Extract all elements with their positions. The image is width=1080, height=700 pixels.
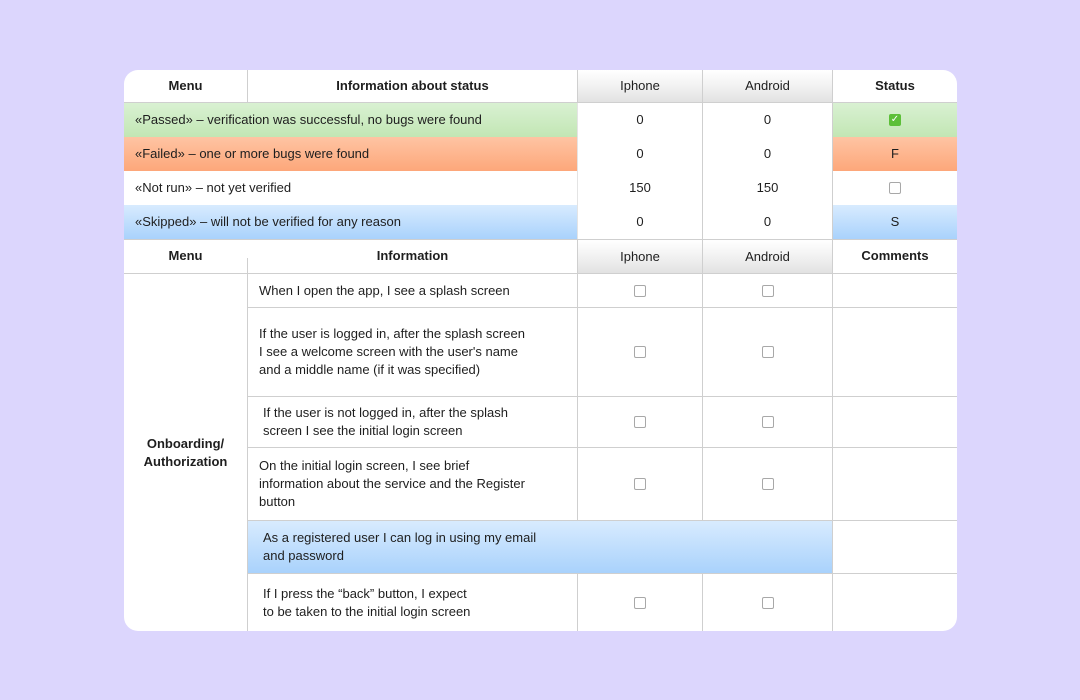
- legend-header-android: Android: [703, 70, 832, 102]
- grid-line: [577, 574, 578, 631]
- empty-checkbox-icon[interactable]: [889, 182, 901, 194]
- legend-failed-android: 0: [763, 146, 772, 161]
- test-row-1-info: When I open the app, I see a splash screen: [259, 282, 510, 298]
- grid-line: [124, 102, 957, 103]
- legend-row-skipped: «Skipped» – will not be verified for any reason: [124, 205, 577, 239]
- legend-header-info: Information about status: [336, 78, 489, 93]
- empty-checkbox-icon[interactable]: [762, 416, 774, 428]
- test-row-4-android: [703, 448, 832, 520]
- test-header-android: Android: [703, 240, 832, 273]
- grid-line: [832, 70, 833, 631]
- legend-passed-status: [833, 103, 957, 137]
- grid-line: [248, 396, 957, 397]
- test-header-iphone: Iphone: [578, 240, 702, 273]
- legend-skipped-status: S: [833, 205, 957, 239]
- grid-line: [248, 573, 957, 574]
- grid-line: [247, 70, 248, 103]
- test-row-3-info: If the user is not logged in, after the splash screen I see the initial login screen: [263, 405, 508, 438]
- empty-checkbox-icon[interactable]: [634, 346, 646, 358]
- empty-checkbox-icon[interactable]: [634, 478, 646, 490]
- legend-skipped-iphone: 0: [636, 214, 644, 229]
- test-row-1-android: [703, 274, 832, 307]
- empty-checkbox-icon[interactable]: [762, 478, 774, 490]
- test-row-3-android: [703, 397, 832, 447]
- test-header-info: Information: [376, 248, 449, 263]
- legend-not-run-status: [833, 171, 957, 205]
- legend-not-run-android: 150: [756, 180, 779, 195]
- legend-passed-android: 0: [763, 112, 772, 127]
- legend-row-not-run: «Not run» – not yet verified: [135, 180, 292, 195]
- empty-checkbox-icon[interactable]: [634, 597, 646, 609]
- grid-line: [248, 447, 957, 448]
- test-row-1-iphone: [578, 274, 702, 307]
- test-report-card: [124, 70, 957, 631]
- checked-checkbox-icon[interactable]: ✓: [890, 114, 900, 125]
- legend-header-iphone: Iphone: [578, 70, 702, 102]
- grid-line: [577, 103, 578, 240]
- legend-passed-iphone: 0: [636, 112, 644, 127]
- test-row-2-info: If the user is logged in, after the splash screen I see a welcome screen with the user's name and a middle name (if it was specified): [259, 326, 525, 377]
- legend-not-run-iphone: 150: [629, 180, 651, 195]
- legend-skipped-android: 0: [763, 214, 772, 229]
- test-row-4-iphone: [578, 448, 702, 520]
- grid-line: [577, 70, 578, 103]
- grid-line: [577, 240, 578, 521]
- grid-line: [248, 307, 957, 308]
- test-row-6-iphone: [578, 574, 702, 631]
- section-label: Onboarding/ Authorization: [143, 435, 228, 469]
- grid-line: [124, 273, 957, 274]
- test-row-3-iphone: [578, 397, 702, 447]
- test-header-menu: Menu: [168, 248, 203, 263]
- legend-header-menu: Menu: [168, 78, 203, 93]
- test-row-6-info: If I press the “back” button, I expect to be taken to the initial login screen: [263, 585, 471, 619]
- test-row-5-info: As a registered user I can log in using my email and password: [248, 521, 832, 573]
- grid-line: [124, 239, 957, 240]
- test-row-2-android: [703, 308, 832, 396]
- test-row-2-iphone: [578, 308, 702, 396]
- test-row-4-info: On the initial login screen, I see brief information about the service and the Register button: [259, 458, 525, 509]
- legend-header-status: Status: [875, 78, 915, 93]
- empty-checkbox-icon[interactable]: [634, 416, 646, 428]
- test-header-comments: Comments: [861, 248, 929, 263]
- legend-row-failed: «Failed» – one or more bugs were found: [124, 137, 577, 171]
- grid-line: [248, 520, 957, 521]
- legend-row-passed: «Passed» – verification was successful, no bugs were found: [124, 103, 577, 137]
- grid-line: [702, 70, 703, 521]
- empty-checkbox-icon[interactable]: [762, 597, 774, 609]
- empty-checkbox-icon[interactable]: [634, 285, 646, 297]
- grid-line: [247, 258, 248, 631]
- legend-failed-status: F: [833, 137, 957, 171]
- empty-checkbox-icon[interactable]: [762, 285, 774, 297]
- test-row-6-android: [703, 574, 832, 631]
- grid-line: [702, 574, 703, 631]
- legend-failed-iphone: 0: [636, 146, 644, 161]
- empty-checkbox-icon[interactable]: [762, 346, 774, 358]
